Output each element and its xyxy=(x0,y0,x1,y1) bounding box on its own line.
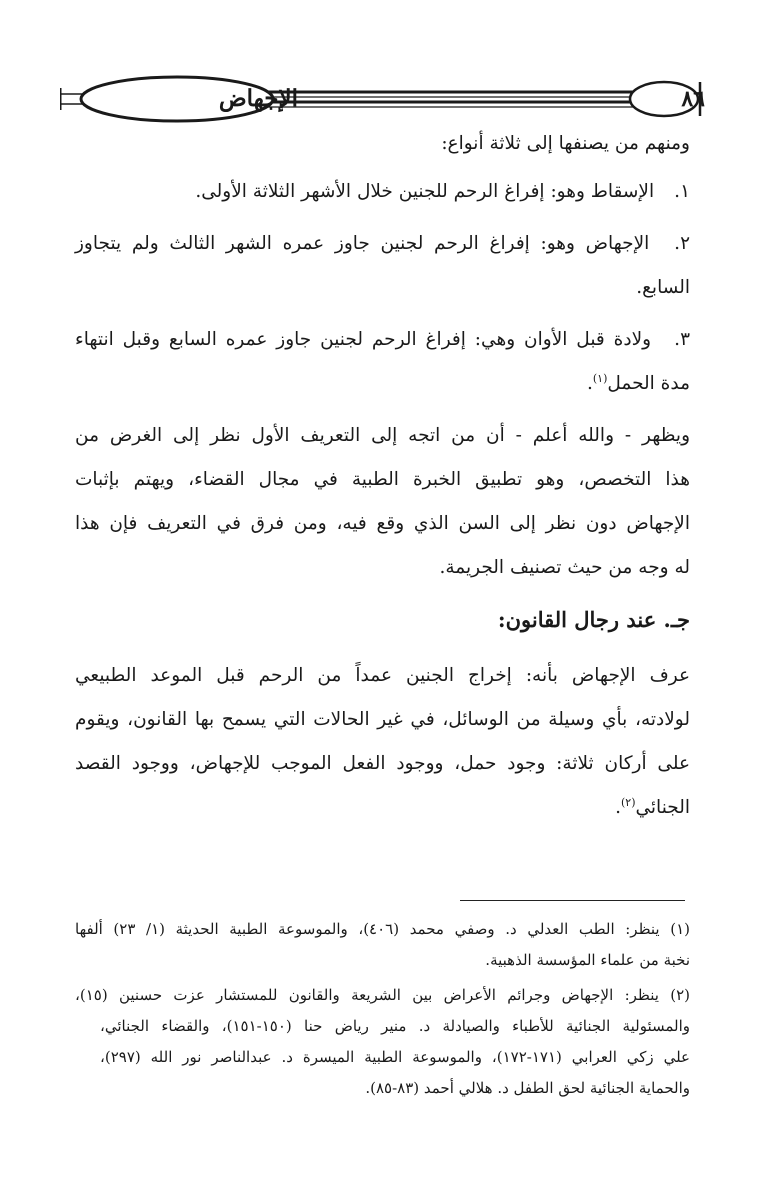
list-item-text: مدة الحمل xyxy=(607,373,690,394)
footnote-2-line: (٢) ينظر: الإجهاض وجرائم الأعراض بين الشريعة والقانون للمستشار عزت حسنين (١٥)، xyxy=(75,986,690,1004)
list-item-text: الإجهاض وهو: إفراغ الرحم لجنين جاوز عمره الشهر الثالث ولم يتجاوز xyxy=(75,233,650,254)
list-number: ٣. xyxy=(674,329,690,350)
footnote-2-line: علي زكي العرابي (١٧١-١٧٢)، والموسوعة الطبية الميسرة د. عبدالناصر نور الله (٢٩٧)، xyxy=(100,1048,690,1066)
footnote-ref-2[interactable]: (٢) xyxy=(620,795,636,809)
footnote-2-line: والمسئولية الجنائية للأطباء والصيادلة د. منير رياض حنا (١٥٠-١٥١)، والقضاء الجنائي، xyxy=(100,1017,691,1035)
list-number: ٢. xyxy=(674,233,690,254)
list-item-text: الإسقاط وهو: إفراغ الرحم للجنين خلال الأشهر الثلاثة الأولى. xyxy=(195,181,655,202)
list-number: ١. xyxy=(674,181,690,202)
paragraph-text: الجنائي xyxy=(635,797,690,818)
paragraph-line: على أركان ثلاثة: وجود حمل، ووجود الفعل الموجب للإجهاض، ووجود القصد xyxy=(75,753,690,774)
paragraph-line: لولادته، بأي وسيلة من الوسائل، في غير الحالات التي يسمح بها القانون، ويقوم xyxy=(75,709,690,730)
footnote-2-line: والحماية الجنائية لحق الطفل د. هلالي أحمد (٨٣-٨٥). xyxy=(365,1079,690,1097)
paragraph-line: الإجهاض دون نظر إلى السن الذي وقع فيه، ومن فرق في التعريف فإن هذا xyxy=(75,513,690,534)
paragraph-line: عرف الإجهاض بأنه: إخراج الجنين عمداً من الرحم قبل الموعد الطبيعي xyxy=(75,665,690,686)
sentence-end: . xyxy=(615,797,621,818)
paragraph-line: هذا التخصص، وهو تطبيق الخبرة الطبية في مجال القضاء، ويهتم بإثبات xyxy=(75,469,690,490)
list-item-1 xyxy=(75,170,690,214)
section-heading: جـ. عند رجال القانون: xyxy=(497,607,690,632)
running-title: الإجهاض xyxy=(218,85,298,112)
footnote-1-line: نخبة من علماء المؤسسة الذهبية. xyxy=(485,951,690,969)
list-item-text: ولادة قبل الأوان وهي: إفراغ الرحم لجنين جاوز عمره السابع وقبل انتهاء xyxy=(75,329,652,350)
paragraph-line-last xyxy=(75,786,690,830)
paragraph-line: ويظهر - والله أعلم - أن من اتجه إلى التعريف الأول نظر إلى الغرض من xyxy=(75,425,690,446)
sentence-end: . xyxy=(586,373,593,394)
footnote-1-line: (١) ينظر: الطب العدلي د. وصفي محمد (٤٠٦)، والموسوعة الطبية الحديثة (١/ ٢٣) ألفها xyxy=(75,920,690,938)
list-item-2 xyxy=(75,222,690,266)
page-number: ٨٦ xyxy=(681,86,705,112)
intro-line: ومنهم من يصنفها إلى ثلاثة أنواع: xyxy=(441,133,690,154)
list-item-3 xyxy=(75,318,690,362)
list-item-2-continued: السابع. xyxy=(636,277,690,298)
footnote-separator xyxy=(460,900,685,901)
list-item-3-continued xyxy=(105,362,690,406)
footnote-ref-1[interactable]: (١) xyxy=(592,371,608,385)
paragraph-line: له وجه من حيث تصنيف الجريمة. xyxy=(439,557,690,578)
